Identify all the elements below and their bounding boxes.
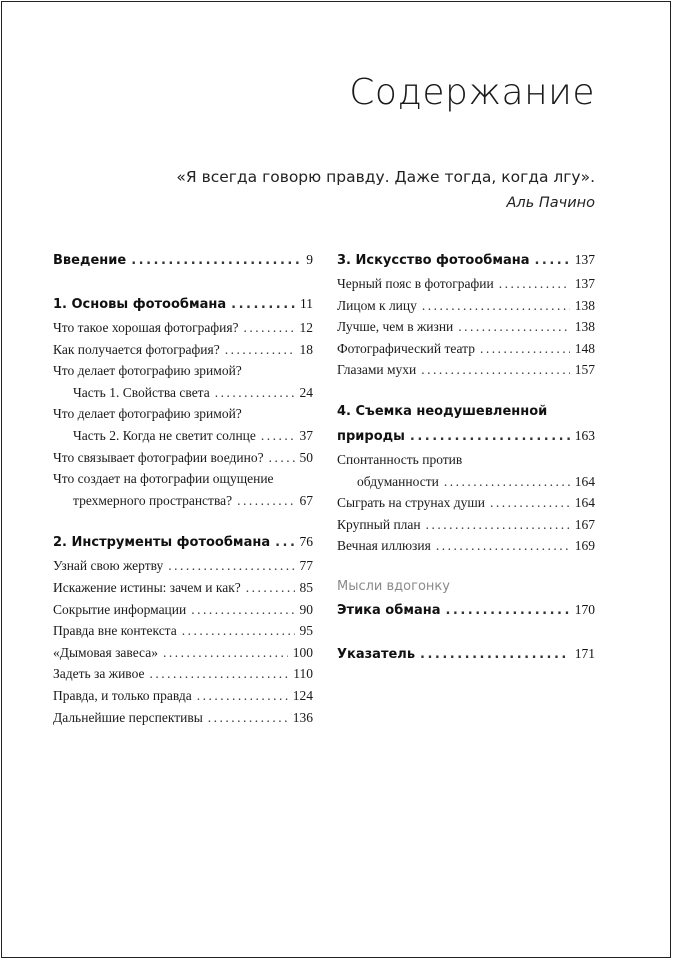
toc-right-column	[337, 248, 595, 667]
toc-entry-label: Правда вне контекста	[53, 623, 177, 639]
toc-entry[interactable]	[337, 316, 595, 338]
toc-entry-label: Глазами мухи	[337, 362, 417, 378]
toc-entry-label: Черный пояс в фотографии	[337, 276, 494, 291]
leader-dots	[480, 338, 570, 360]
toc-entry-label: Дальнейшие перспективы	[53, 709, 203, 725]
chapter-title: 1. Основы фотообмана	[53, 297, 227, 312]
toc-entry-line[interactable]: Что делает фотографию зримой?	[53, 363, 242, 379]
leader-dots	[244, 317, 295, 339]
leader-dots	[168, 555, 294, 577]
toc-page-number: 138	[574, 297, 595, 313]
toc-entry-label: Сокрытие информации	[53, 601, 187, 617]
toc-entry[interactable]	[337, 471, 595, 493]
toc-entry[interactable]	[53, 317, 313, 339]
toc-page-number: 164	[574, 473, 595, 489]
toc-page-number: 95	[299, 623, 313, 639]
toc-entry-ethics[interactable]	[337, 598, 595, 623]
toc-entry-line[interactable]: Что делает фотографию зримой?	[53, 406, 242, 422]
toc-entry-label: обдуманности	[357, 473, 439, 489]
toc-page-number: 170	[574, 601, 595, 617]
leader-dots	[420, 643, 570, 667]
leader-dots	[237, 490, 294, 512]
leader-dots	[208, 707, 288, 729]
toc-page-number: 50	[299, 449, 313, 465]
toc-page-number: 110	[293, 666, 313, 682]
leader-dots	[131, 249, 301, 273]
toc-entry-label: Введение	[53, 253, 127, 268]
toc-page-number: 9	[306, 252, 313, 267]
leader-dots	[444, 471, 570, 493]
toc-entry[interactable]	[53, 490, 313, 512]
toc-entry-label: Правда, и только правда	[53, 687, 192, 703]
toc-page-number: 77	[299, 558, 313, 574]
leader-dots	[191, 599, 294, 621]
leader-dots	[231, 293, 295, 317]
leader-dots	[225, 339, 295, 361]
chapter-title: Этика обмана	[337, 602, 441, 618]
toc-chapter-3[interactable]	[337, 248, 595, 273]
toc-entry[interactable]	[53, 447, 313, 469]
toc-page-number: 90	[299, 601, 313, 617]
toc-page-number: 24	[299, 384, 313, 400]
toc-page-number: 12	[299, 320, 313, 335]
chapter-title: 3. Искусство фотообмана	[337, 253, 530, 268]
toc-page-number: 163	[574, 427, 595, 443]
toc-entry[interactable]	[53, 707, 313, 729]
toc-page-number: 11	[300, 296, 313, 311]
epigraph-quote: «Я всегда говорю правду. Даже тогда, когда лгу».	[176, 168, 595, 186]
leader-dots	[422, 295, 570, 317]
toc-page-number: 67	[299, 492, 313, 508]
toc-entry-line[interactable]: Что создает на фотографии ощущение	[53, 471, 274, 487]
epigraph-author: Аль Пачино	[506, 195, 595, 211]
toc-entry[interactable]	[337, 359, 595, 381]
toc-entry-intro[interactable]	[53, 248, 313, 273]
toc-entry[interactable]	[53, 339, 313, 361]
leader-dots	[182, 620, 295, 642]
leader-dots	[534, 249, 569, 273]
toc-page-number: 100	[292, 644, 313, 660]
toc-page-number: 85	[299, 579, 313, 595]
chapter-title: Указатель	[337, 646, 416, 662]
leader-dots	[150, 663, 289, 685]
leader-dots	[410, 425, 570, 449]
leader-dots	[436, 535, 570, 557]
leader-dots	[445, 599, 569, 623]
toc-entry[interactable]	[53, 599, 313, 621]
toc-entry-label: Что связывает фотографии воедино?	[53, 449, 264, 465]
toc-entry-label: Фотографический театр	[337, 340, 475, 356]
toc-entry-label: Что такое хорошая фотография?	[53, 320, 239, 335]
leader-dots	[246, 577, 295, 599]
leader-dots	[499, 273, 570, 295]
toc-entry-label: Лучше, чем в жизни	[337, 319, 454, 335]
toc-page-number: 137	[574, 252, 595, 267]
toc-chapter-4[interactable]	[337, 424, 595, 449]
toc-entry-label: Сыграть на струнах души	[337, 495, 485, 511]
toc-entry-label: трехмерного пространства?	[73, 492, 233, 508]
toc-entry[interactable]	[53, 555, 313, 577]
leader-dots	[458, 316, 569, 338]
toc-page-number: 148	[574, 340, 595, 356]
leader-dots	[215, 382, 295, 404]
toc-chapter-2[interactable]	[53, 530, 313, 555]
toc-entry[interactable]	[53, 685, 313, 707]
toc-page-number: 169	[574, 538, 595, 554]
toc-entry-index[interactable]	[337, 642, 595, 667]
toc-entry-label: Вечная иллюзия	[337, 538, 431, 554]
toc-page-number: 157	[574, 362, 595, 378]
toc-page-number: 136	[292, 709, 313, 725]
toc-entry[interactable]	[337, 295, 595, 317]
leader-dots	[490, 492, 570, 514]
leader-dots	[163, 642, 288, 664]
toc-page-number: 171	[574, 645, 595, 661]
toc-entry-label: Искажение истины: зачем и как?	[53, 579, 241, 595]
toc-page-number: 124	[292, 687, 313, 703]
epigraph	[95, 164, 595, 216]
toc-entry[interactable]	[53, 663, 313, 685]
toc-entry[interactable]	[53, 425, 313, 447]
chapter-title: 2. Инструменты фотообмана	[53, 535, 271, 551]
toc-entry[interactable]	[53, 577, 313, 599]
toc-page-number: 18	[299, 341, 313, 357]
toc-page-number: 37	[299, 427, 313, 443]
toc-entry-label: Часть 2. Когда не светит солнце	[73, 427, 256, 443]
toc-entry-label: Задеть за живое	[53, 666, 145, 682]
toc-page-number: 138	[574, 319, 595, 335]
toc-entry-label: Как получается фотография?	[53, 341, 220, 357]
page-title: Содержание	[349, 72, 595, 113]
toc-entry[interactable]	[337, 535, 595, 557]
leader-dots	[421, 359, 569, 381]
toc-page-number: 137	[574, 276, 595, 291]
toc-chapter-1[interactable]	[53, 292, 313, 317]
toc-entry[interactable]	[53, 620, 313, 642]
leader-dots	[269, 447, 295, 469]
toc-entry[interactable]	[337, 338, 595, 360]
leader-dots	[197, 685, 288, 707]
toc-entry[interactable]	[53, 642, 313, 664]
toc-entry[interactable]	[337, 273, 595, 295]
toc-entry-label: Крупный план	[337, 516, 421, 532]
toc-page-number: 76	[299, 534, 313, 550]
toc-entry-label: Узнай свою жертву	[53, 558, 164, 574]
toc-entry-label: Часть 1. Свойства света	[73, 384, 210, 400]
toc-entry-label: Лицом к лицу	[337, 297, 417, 313]
chapter-title-line[interactable]: 4. Съемка неодушевленной	[337, 403, 548, 419]
toc-page-number: 167	[574, 516, 595, 532]
toc-entry[interactable]	[337, 492, 595, 514]
toc-entry[interactable]	[53, 382, 313, 404]
toc-entry-line[interactable]: Спонтанность против	[337, 451, 463, 467]
leader-dots	[426, 514, 570, 536]
leader-dots	[261, 425, 295, 447]
leader-dots	[275, 531, 294, 555]
toc-page-number: 164	[574, 495, 595, 511]
toc-entry[interactable]	[337, 514, 595, 536]
afterthoughts-heading: Мысли вдогонку	[337, 578, 450, 594]
toc-left-column	[53, 248, 313, 728]
toc-entry-label: «Дымовая завеса»	[53, 644, 158, 660]
chapter-title: природы	[337, 428, 405, 444]
